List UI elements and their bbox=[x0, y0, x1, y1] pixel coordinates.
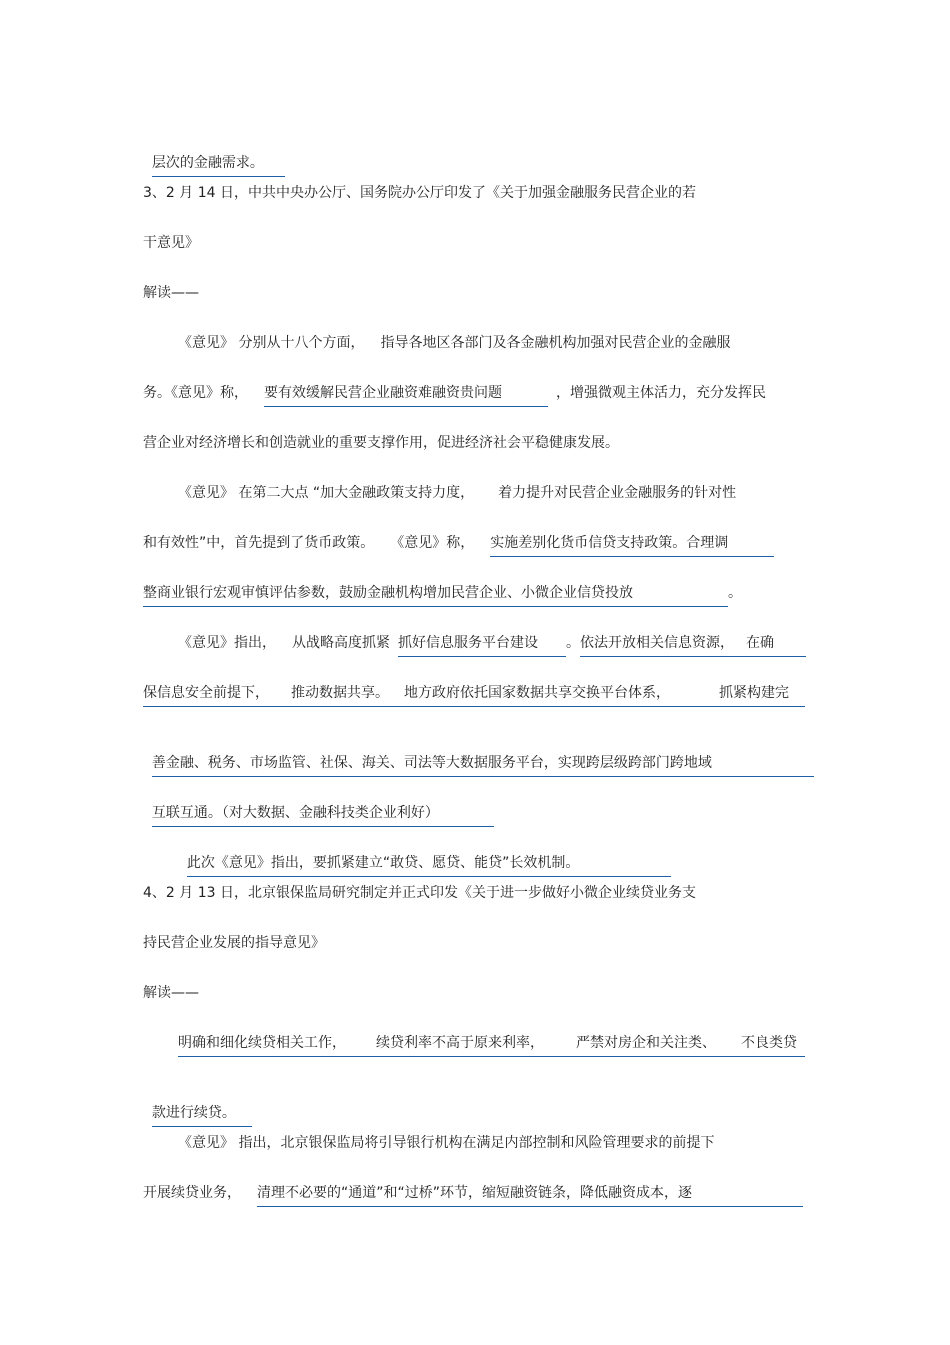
text-segment: 着力提升对民营企业金融服务的针对性 bbox=[498, 485, 737, 501]
text-line bbox=[143, 783, 494, 827]
text-segment: 指导各地区各部门及各金融机构加强对民营企业的金融服 bbox=[380, 335, 731, 351]
numbered-item-3: 3、2 月 14 日，中共中央办公厅、国务院办公厅印发了《关于加强金融服务民营企业的若 bbox=[143, 185, 696, 201]
underlined-text: 此次《意见》指出，要抓紧建立“敢贷、愿贷、能贷”长效机制。 bbox=[187, 853, 671, 877]
text-line bbox=[143, 1183, 803, 1207]
underlined-text: 款进行续贷。 bbox=[152, 1103, 252, 1127]
text-line bbox=[143, 533, 774, 557]
underlined-text: 抓好信息服务平台建设 bbox=[398, 633, 566, 657]
text-segment: 《意见》指出， bbox=[178, 635, 276, 651]
text-line: 持民营企业发展的指导意见》 bbox=[143, 935, 325, 951]
text-line bbox=[178, 833, 671, 877]
underlined-text: 善金融、税务、市场监管、社保、海关、司法等大数据服务平台，实现跨层级跨部门跨地域 bbox=[152, 753, 814, 777]
underlined-text: 清理不必要的“通道”和“过桥”环节，缩短融资链条，降低融资成本，逐 bbox=[257, 1183, 803, 1207]
text-segment: 《意见》称， bbox=[390, 535, 475, 551]
text-segment: 。 bbox=[728, 585, 742, 601]
underlined-text: 保信息安全前提下， bbox=[143, 683, 291, 707]
numbered-item-4: 4、2 月 13 日，北京银保监局研究制定并正式印发《关于进一步做好小微企业续贷业务支 bbox=[143, 885, 696, 901]
text-line: 营企业对经济增长和创造就业的重要支撑作用，促进经济社会平稳健康发展。 bbox=[143, 435, 619, 451]
underlined-text: 明确和细化续贷相关工作， bbox=[178, 1033, 376, 1057]
text-line: 《意见》 指出，北京银保监局将引导银行机构在满足内部控制和风险管理要求的前提下 bbox=[178, 1135, 715, 1151]
text-line: 干意见》 bbox=[143, 235, 199, 251]
text-segment: ，增强微观主体活力，充分发挥民 bbox=[556, 385, 766, 401]
text-line bbox=[178, 483, 736, 503]
underlined-text: 地方政府依托国家数据共享交换平台体系， bbox=[404, 683, 719, 707]
text-line bbox=[178, 633, 806, 657]
text-line bbox=[178, 333, 730, 353]
underlined-text: 要有效缓解民营企业融资难融资贵问题 bbox=[264, 383, 548, 407]
text-segment: 。 bbox=[566, 635, 580, 651]
underlined-text: 在确 bbox=[746, 633, 806, 657]
underlined-text: 整商业银行宏观审慎评估参数，鼓励金融机构增加民营企业、小微企业信贷投放 bbox=[143, 583, 728, 607]
underlined-text: 严禁对房企和关注类、 bbox=[576, 1033, 741, 1057]
underlined-text: 推动数据共享。 bbox=[291, 683, 404, 707]
text-segment: 《意见》 分别从十八个方面， bbox=[178, 335, 365, 351]
text-line bbox=[143, 383, 766, 407]
text-line bbox=[178, 1033, 805, 1057]
text-segment: 《意见》 在第二大点 “加大金融政策支持力度， bbox=[178, 485, 475, 501]
text-line bbox=[143, 1083, 252, 1127]
text-segment: 开展续贷业务， bbox=[143, 1185, 241, 1201]
text-segment: 和有效性”中，首先提到了货币政策。 bbox=[143, 535, 375, 551]
text-line bbox=[143, 683, 805, 707]
underlined-text: 依法开放相关信息资源， bbox=[580, 633, 746, 657]
underlined-text: 实施差别化货币信贷支持政策。合理调 bbox=[490, 533, 774, 557]
underlined-text: 互联互通。（对大数据、金融科技类企业利好） bbox=[152, 803, 494, 827]
text-segment: 务。《意见》称， bbox=[143, 385, 248, 401]
text-line bbox=[143, 733, 814, 777]
section-label: 解读—— bbox=[143, 985, 199, 1001]
underlined-text: 抓紧构建完 bbox=[719, 683, 805, 707]
text-line bbox=[143, 583, 742, 607]
text-segment: 从战略高度抓紧 bbox=[292, 635, 390, 651]
underlined-text: 不良类贷 bbox=[741, 1033, 805, 1057]
section-label: 解读—— bbox=[143, 285, 199, 301]
underlined-text: 续贷利率不高于原来利率， bbox=[376, 1033, 576, 1057]
text-line bbox=[143, 133, 285, 177]
underlined-text: 层次的金融需求。 bbox=[152, 153, 285, 177]
